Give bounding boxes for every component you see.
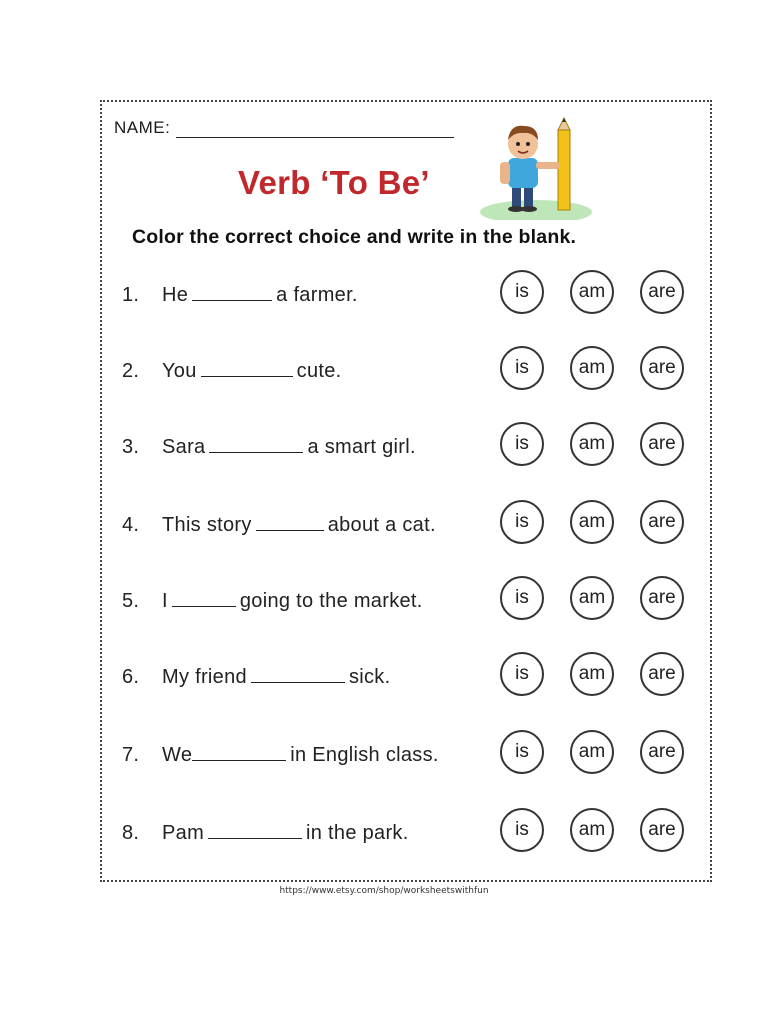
question-row-7 — [102, 730, 710, 780]
question-rest: cute. — [296, 360, 342, 382]
choice-is[interactable]: is — [500, 730, 544, 774]
question-text — [122, 358, 342, 383]
answer-blank[interactable] — [209, 434, 303, 453]
question-number: 3. — [122, 436, 140, 458]
choice-are[interactable]: are — [640, 730, 684, 774]
choice-are[interactable]: are — [640, 346, 684, 390]
question-subject: I — [162, 590, 168, 612]
question-text — [122, 434, 416, 459]
question-text — [122, 588, 423, 613]
choice-are[interactable]: are — [640, 422, 684, 466]
name-label: NAME: — [114, 118, 171, 137]
question-rest: a smart girl. — [307, 436, 416, 458]
question-text — [122, 820, 409, 845]
choice-are[interactable]: are — [640, 652, 684, 696]
answer-blank[interactable] — [192, 742, 286, 761]
answer-blank[interactable] — [251, 664, 345, 683]
question-row-2 — [102, 346, 710, 396]
name-row — [114, 118, 454, 138]
choice-is[interactable]: is — [500, 808, 544, 852]
answer-blank[interactable] — [172, 588, 236, 607]
choice-am[interactable]: am — [570, 270, 614, 314]
question-subject: This story — [162, 514, 252, 536]
choice-are[interactable]: are — [640, 500, 684, 544]
choice-is[interactable]: is — [500, 422, 544, 466]
choice-are[interactable]: are — [640, 576, 684, 620]
question-row-4 — [102, 500, 710, 550]
choice-am[interactable]: am — [570, 652, 614, 696]
question-row-1 — [102, 270, 710, 320]
choice-are[interactable]: are — [640, 270, 684, 314]
question-subject: We — [162, 744, 193, 766]
choice-am[interactable]: am — [570, 808, 614, 852]
question-row-3 — [102, 422, 710, 472]
question-rest: in the park. — [306, 822, 409, 844]
choice-is[interactable]: is — [500, 270, 544, 314]
answer-blank[interactable] — [208, 820, 302, 839]
name-blank[interactable] — [176, 119, 454, 138]
question-number: 7. — [122, 744, 140, 766]
question-rest: sick. — [348, 666, 391, 688]
answer-blank[interactable] — [192, 282, 272, 301]
question-number: 6. — [122, 666, 140, 688]
question-rest: about a cat. — [327, 514, 436, 536]
choice-am[interactable]: am — [570, 576, 614, 620]
question-number: 5. — [122, 590, 140, 612]
question-row-5 — [102, 576, 710, 626]
choice-is[interactable]: is — [500, 500, 544, 544]
instructions: Color the correct choice and write in the blank. — [132, 226, 577, 248]
choice-is[interactable]: is — [500, 652, 544, 696]
question-text — [122, 664, 390, 689]
question-number: 2. — [122, 360, 140, 382]
answer-blank[interactable] — [201, 358, 293, 377]
question-subject: Pam — [162, 822, 205, 844]
question-subject: My friend — [162, 666, 247, 688]
choice-am[interactable]: am — [570, 730, 614, 774]
choice-are[interactable]: are — [640, 808, 684, 852]
question-row-6 — [102, 652, 710, 702]
question-subject: You — [162, 360, 197, 382]
question-rest: in English class. — [290, 744, 439, 766]
footer-url: https://www.etsy.com/shop/worksheetswithfun — [279, 886, 489, 896]
question-text — [122, 512, 436, 537]
question-rest: going to the market. — [239, 590, 423, 612]
question-subject: Sara — [162, 436, 206, 458]
question-number: 4. — [122, 514, 140, 536]
question-text — [122, 282, 358, 307]
question-rest: a farmer. — [276, 284, 358, 306]
boy-with-pencil-icon — [476, 116, 592, 220]
question-row-8 — [102, 808, 710, 858]
worksheet-title: Verb ‘To Be’ — [238, 164, 430, 201]
question-text — [122, 742, 439, 767]
choice-am[interactable]: am — [570, 422, 614, 466]
choice-is[interactable]: is — [500, 346, 544, 390]
choice-am[interactable]: am — [570, 500, 614, 544]
answer-blank[interactable] — [256, 512, 324, 531]
worksheet — [100, 100, 712, 882]
choice-am[interactable]: am — [570, 346, 614, 390]
question-number: 8. — [122, 822, 140, 844]
question-number: 1. — [122, 284, 140, 306]
choice-is[interactable]: is — [500, 576, 544, 620]
question-subject: He — [162, 284, 189, 306]
